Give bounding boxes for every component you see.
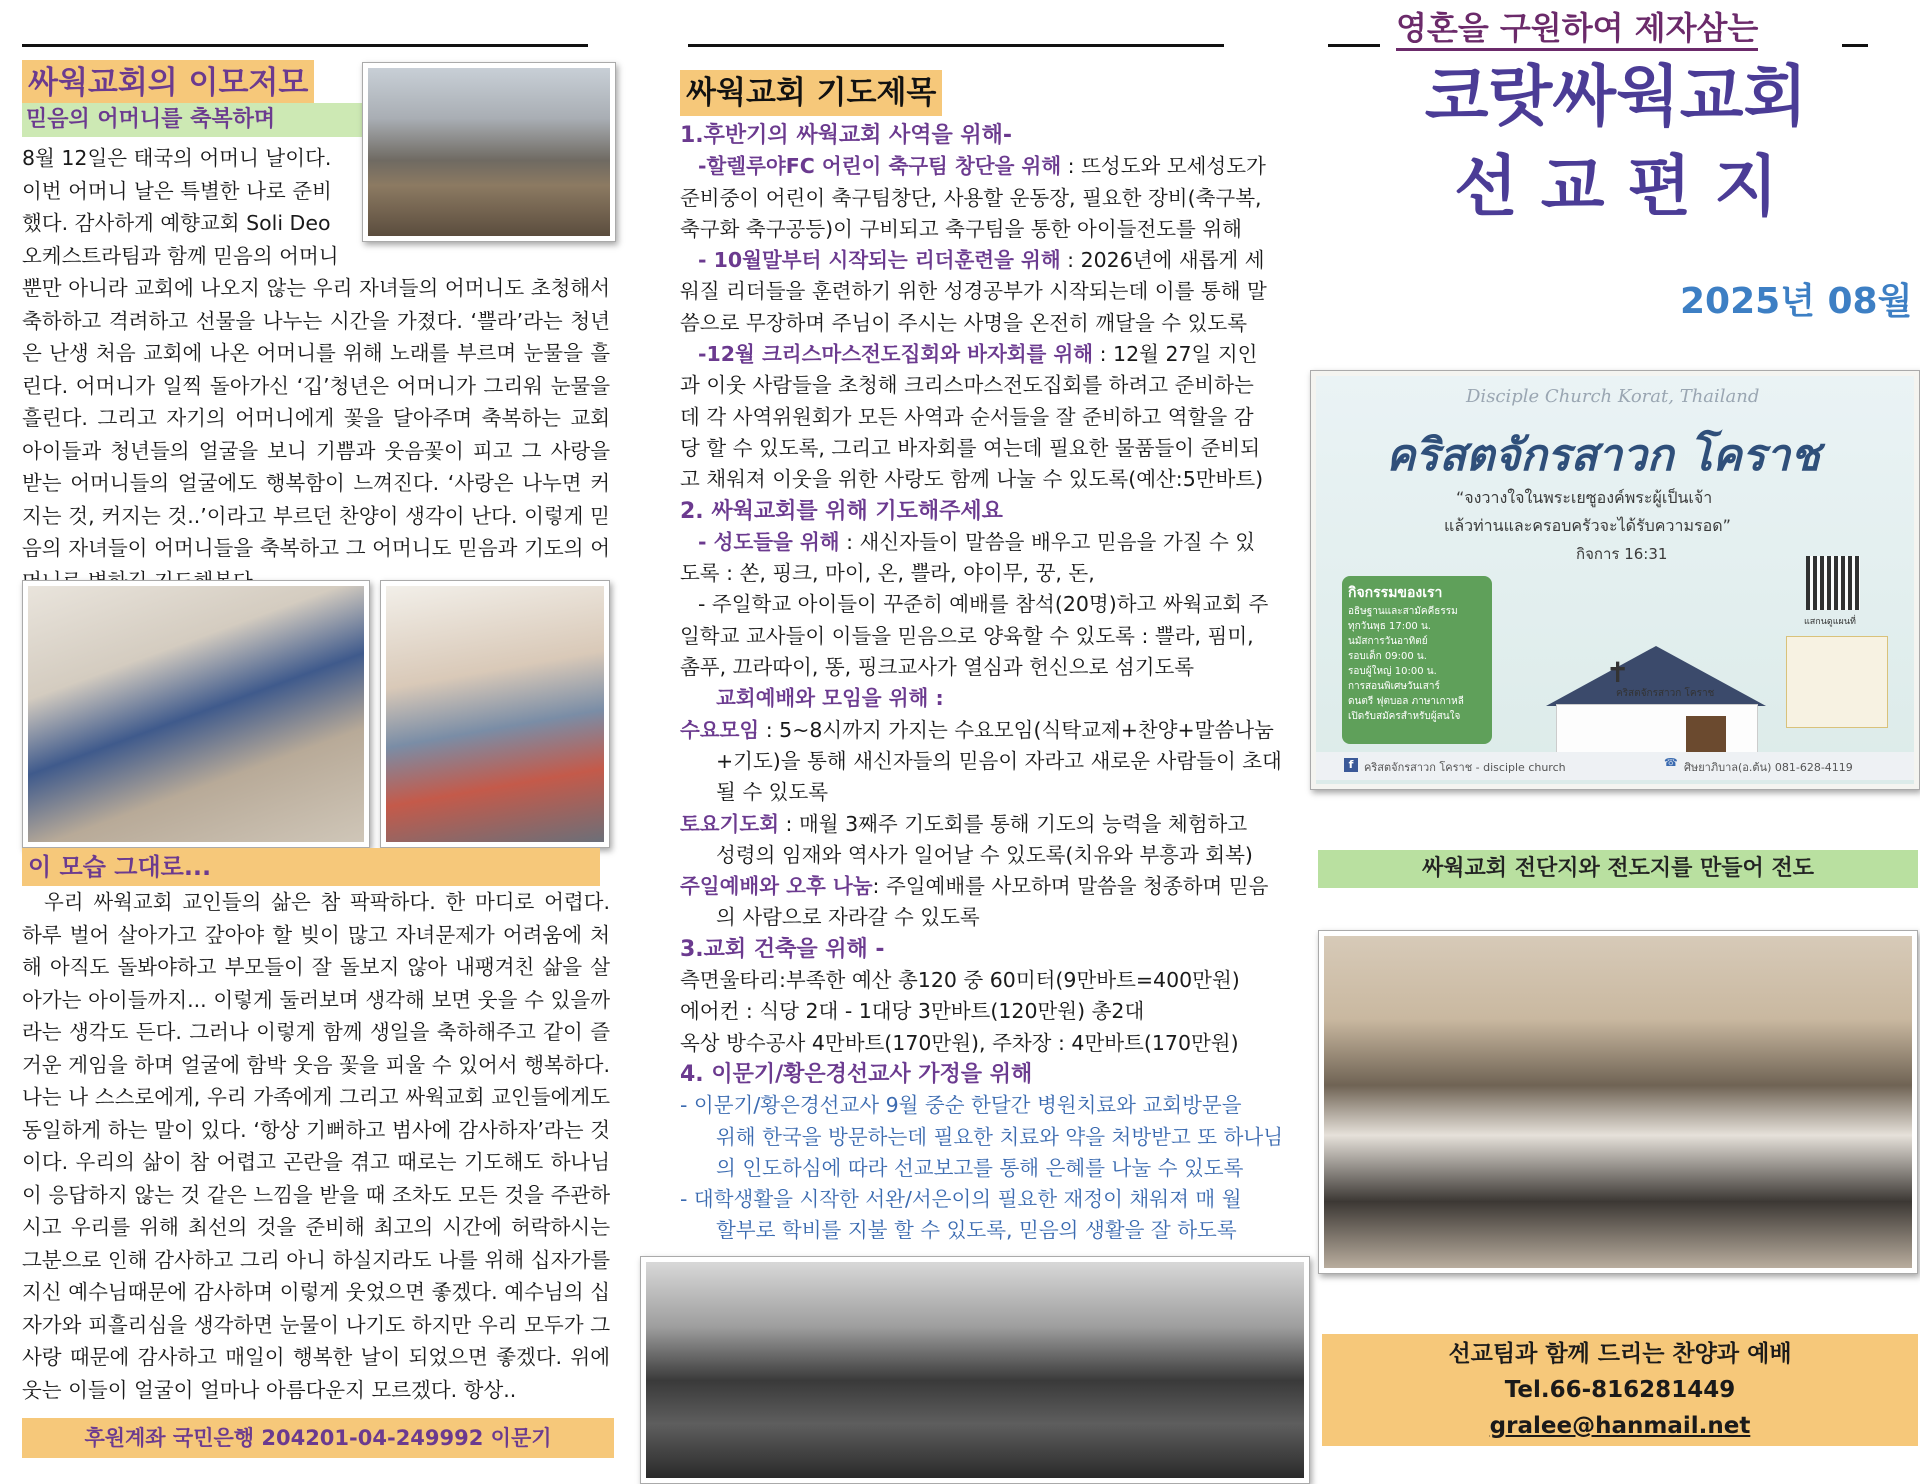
poster-map-icon xyxy=(1786,636,1888,728)
prayer-line xyxy=(680,809,1308,840)
prayer-line xyxy=(680,308,1308,339)
prayer-line-text: : 매월 3째주 기도회를 통해 기도의 능력을 체험하고 xyxy=(779,811,1248,836)
prayer-line xyxy=(680,527,1308,558)
section-title-news: 싸웍교회의 이모저모 xyxy=(22,60,314,106)
prayer-line-heading: -할렐루야FC 어린이 축구팀 창단을 위해 xyxy=(698,154,1062,179)
header-title-line2: 선 교 편 지 xyxy=(1454,148,1778,225)
prayer-line-text: 고 채워져 이웃을 위한 사랑도 함께 나눌 수 있도록(예산:5만바트) xyxy=(680,467,1264,492)
prayer-line-heading: - 성도들을 위해 xyxy=(698,529,840,554)
poster-activity-list xyxy=(1348,604,1486,724)
prayer-line-text: 일학교 교사들이 이들을 믿음으로 양육할 수 있도록 : 쁠라, 핌미, xyxy=(680,623,1254,648)
poster-verse1: “จงวางใจในพระเยซูองค์พระผู้เป็นเจ้า xyxy=(1456,488,1713,507)
poster-script: Disciple Church Korat, Thailand xyxy=(1466,386,1760,407)
prayer-line-text: : 5~8시까지 가지는 수요모임(식탁교제+찬양+말씀나눔 xyxy=(759,717,1274,742)
prayer-line xyxy=(680,871,1308,902)
poster-church-label: คริสตจักรสาวก โคราช xyxy=(1616,688,1715,699)
prayer-line xyxy=(680,840,1308,871)
prayer-line xyxy=(680,1215,1308,1246)
prayer-line xyxy=(680,746,1308,777)
poster-map-label: แสกนดูแผนที่ xyxy=(1804,617,1856,627)
prayer-line-text: - 이문기/황은경선교사 9월 중순 한달간 병원치료와 교회방문을 xyxy=(680,1093,1242,1118)
account-bar xyxy=(22,1418,614,1458)
prayer-line xyxy=(680,214,1308,245)
prayer-line-heading: -12월 크리스마스전도집회와 바자회를 위해 xyxy=(698,342,1094,367)
prayer-line-text: 준비중이 어린이 축구팀창단, 사용할 운동장, 필요한 장비(축구복, xyxy=(680,185,1262,210)
prayer-line-text: 도록 : 쏜, 핑크, 마이, 온, 쁠라, 야이무, 꿍, 돈, xyxy=(680,561,1095,586)
poster-footer xyxy=(1316,752,1914,780)
section-title-as-we-are: 이 모습 그대로... xyxy=(22,848,600,886)
prayer-line-text: 씀으로 무장하며 주님이 주시는 사명을 온전히 깨달을 수 있도록 xyxy=(680,310,1248,335)
caption-flyers-text: 싸웍교회 전단지와 전도지를 만들어 전도 xyxy=(1422,856,1814,881)
header-title: 코랏싸웍교회 xyxy=(1424,58,1808,135)
prayer-line-heading: - 10월말부터 시작되는 리더훈련을 위해 xyxy=(698,248,1061,273)
prayer-line xyxy=(680,1059,1308,1090)
prayer-line xyxy=(680,934,1308,965)
prayer-line xyxy=(680,1028,1308,1059)
photo-mothers-game xyxy=(22,580,370,848)
prayer-line xyxy=(680,183,1308,214)
prayer-line-text: 에어컨 : 식당 2대 - 1대당 3만바트(120만원) 총2대 xyxy=(680,999,1145,1024)
prayer-line-text: 위해 한국을 방문하는데 필요한 치료와 약을 처방받고 또 하나님 xyxy=(716,1124,1284,1149)
sub-heading-mothers: 믿음의 어머니를 축복하며 xyxy=(22,103,366,137)
prayer-line-text: - 대학생활을 시작한 서완/서은이의 필요한 재정이 채워져 매 월 xyxy=(680,1187,1242,1212)
poster-activity-item: เปิดรับสมัครสำหรับผู้สนใจ xyxy=(1348,711,1461,722)
prayer-line-text: 축구화 축구공등)이 구비되고 축구팀을 통한 아이들전도를 위해 xyxy=(680,216,1242,241)
poster-activity-item: การสอนพิเศษวันเสาร์ xyxy=(1348,681,1440,692)
prayer-line xyxy=(680,715,1308,746)
prayer-line xyxy=(680,777,1308,808)
prayer-line-text: 의 사람으로 자라갈 수 있도록 xyxy=(716,905,980,930)
para2-body: 우리 싸웍교회 교인들의 삶은 참 팍팍하다. 한 마디로 어렵다. 하루 벌어 살아가고 갚아야 할 빚이 많고 자녀문제가 어려움에 처해 아직도 돌봐야하고 부모들이 잘 돌보지 않아 내팽겨친 삶을 살아가는 아이들까지... 이렇게 둘러보며 생각해 보면 웃을 수 있을까라는 생각도 든다. 그러나 이렇게 함께 생일을 축하해주고 같이 즐거운 게임을 하며 얼굴에 함박 웃음 꽃을 피울 수 있어서 행복하다. 나는 나 스스로에게, 우리 가족에게 그리고 싸웍교회 교인들에게도 동일하게 하는 말이 있다. ‘항상 기뻐하고 범사에 감사하자’라는 것이다. 우리의 삶이 참 어렵고 곤란을 겪고 때로는 기도해도 하나님이 응답하지 않는 것 같은 느낌을 받을 때 조차도 모든 것을 주관하시고 우리를 위해 최선의 것을 준비해 최고의 시간에 허락하시는 그분으로 인해 감사하고 그리 아니 하실지라도 나를 위해 십자가를 지신 예수님때문에 감사하며 이렇게 웃었으면 좋겠다. 예수님의 십자가와 피흘리심을 생각하면 눈물이 나기도 하지만 우리 모두가 그 사랑 때문에 감사하고 매일이 행복한 날이 되었으면 좋겠다. 위에 웃는 이들이 얼굴이 얼마나 아름다운지 모르겠다. 항상.. xyxy=(22,890,610,1402)
contact-tel: Tel.66-816281449 xyxy=(1504,1377,1736,1403)
poster-activity-item: อธิษฐานและสามัคคีธรรม xyxy=(1348,606,1458,617)
prayer-line-text: : 주일예배를 사모하며 말씀을 청종하며 믿음 xyxy=(872,874,1269,899)
poster-activity-title: กิจกรรมของเรา xyxy=(1348,585,1443,601)
prayer-line-text: : 뜨성도와 모세성도가 xyxy=(1061,154,1266,179)
prayer-line-text: +기도)을 통해 새신자들의 믿음이 자라고 새로운 사람들이 초대 xyxy=(716,748,1282,773)
prayer-line xyxy=(680,1122,1308,1153)
prayer-line xyxy=(680,621,1308,652)
prayer-line-text: 1.후반기의 싸웍교회 사역을 위해- xyxy=(680,123,1013,148)
prayer-line xyxy=(680,965,1308,996)
prayer-line-text: 과 이웃 사람들을 초청해 크리스마스전도집회를 하려고 준비하는 xyxy=(680,373,1254,398)
poster-activities-box xyxy=(1342,576,1492,744)
para1-narrow xyxy=(22,142,357,272)
prayer-line xyxy=(680,558,1308,589)
prayer-line-text: 성령의 임재와 역사가 일어날 수 있도록(치유와 부흥과 회복) xyxy=(716,842,1253,867)
caption-flyers xyxy=(1318,850,1918,888)
prayer-line xyxy=(680,496,1308,527)
para1-line: 8월 12일은 태국의 어머니 날이다. xyxy=(22,146,332,170)
phone-icon: ☎ xyxy=(1664,756,1678,769)
prayer-line-text: 4. 이문기/황은경선교사 가정을 위해 xyxy=(680,1061,1033,1087)
newsletter-date: 2025년 08월 xyxy=(1680,281,1913,322)
contact-box xyxy=(1322,1334,1918,1446)
prayer-line xyxy=(680,464,1308,495)
prayer-line-text: 데 각 사역위원회가 모든 사역과 순서들을 잘 준비하고 역할을 감 xyxy=(680,404,1254,429)
prayer-line-text: 측면울타리:부족한 예산 총120 중 60미터(9만바트=400만원) xyxy=(680,968,1240,993)
prayer-line-text: 3.교회 건축을 위해 - xyxy=(680,936,885,962)
prayer-line-text: 할부로 학비를 지불 할 수 있도록, 믿음의 생활을 잘 하도록 xyxy=(716,1218,1237,1243)
prayer-line xyxy=(680,433,1308,464)
top-rule-col3-left xyxy=(1328,44,1380,47)
prayer-list xyxy=(680,120,1308,1247)
photo-mothers-day-congregation xyxy=(362,62,616,242)
poster-church-building xyxy=(1546,586,1766,736)
poster-activity-item: ทุกวันพุธ 17:00 น. xyxy=(1348,621,1431,632)
contact-line1: 선교팀과 함께 드리는 찬양과 예배 xyxy=(1448,1341,1792,1367)
prayer-line-text: - 주일학교 아이들이 꾸준히 예배를 참석(20명)하고 싸웍교회 주 xyxy=(698,592,1269,617)
poster-activity-item: นมัสการวันอาทิตย์ xyxy=(1348,636,1428,647)
prayer-line xyxy=(680,1184,1308,1215)
poster-thai-title: คริสตจักรสาวก โคราช xyxy=(1386,430,1821,481)
prayer-line-text: : 새신자들이 말씀을 배우고 믿음을 가질 수 있 xyxy=(839,529,1256,554)
prayer-line xyxy=(680,151,1308,182)
para1-line: 했다. 감사하게 예향교회 Soli Deo xyxy=(22,211,331,235)
prayer-line xyxy=(680,339,1308,370)
prayer-line xyxy=(680,902,1308,933)
prayer-line xyxy=(680,1090,1308,1121)
prayer-line xyxy=(680,996,1308,1027)
account-text: 후원계좌 국민은행 204201-04-249992 이문기 xyxy=(84,1426,552,1450)
prayer-line xyxy=(680,276,1308,307)
photo-worship-gathering xyxy=(640,1256,1310,1484)
prayer-line-text: 2. 싸웍교회를 위해 기도해주세요 xyxy=(680,498,1003,524)
poster-cross-icon: ✝ xyxy=(1606,656,1630,689)
top-rule-col3-right xyxy=(1842,44,1868,47)
prayer-line xyxy=(680,683,1308,714)
poster-verse-ref: กิจการ 16:31 xyxy=(1576,545,1668,563)
prayer-line-text: 옥상 방수공사 4만바트(170만원), 주차장 : 4만바트(170만원) xyxy=(680,1030,1239,1055)
prayer-line-text: 촘푸, 끄라따이, 똥, 핑크교사가 열심과 헌신으로 섬기도록 xyxy=(680,655,1195,680)
church-poster xyxy=(1310,370,1920,790)
prayer-line xyxy=(680,120,1308,151)
prayer-line-heading: 토요기도회 xyxy=(680,811,780,836)
top-rule-col2 xyxy=(688,44,1224,47)
prayer-line-heading: 주일예배와 오후 나눔 xyxy=(680,874,873,899)
prayer-line xyxy=(680,589,1308,620)
prayer-line-text: 될 수 있도록 xyxy=(716,780,829,805)
prayer-line-text: 당 할 수 있도록, 그리고 바자회를 여는데 필요한 물품들이 준비되 xyxy=(680,435,1261,460)
prayer-line-text: 워질 리더들을 훈련하기 위한 성경공부가 시작되는데 이를 통해 말 xyxy=(680,279,1267,304)
para1-line: 오케스트라팀과 함께 믿음의 어머니 xyxy=(22,243,339,268)
prayer-line xyxy=(680,370,1308,401)
poster-qr-icon xyxy=(1806,556,1860,610)
top-rule-col1 xyxy=(22,44,588,47)
prayer-line xyxy=(680,1153,1308,1184)
poster-activity-item: รอบผู้ใหญ่ 10:00 น. xyxy=(1348,666,1437,677)
prayer-line-text: 의 인도하심에 따라 선교보고를 통해 은혜를 나눌 수 있도록 xyxy=(716,1155,1244,1180)
contact-email[interactable]: gralee@hanmail.net xyxy=(1489,1413,1751,1439)
poster-phone-text: ศิษยาภิบาล(อ.ต้น) 081-628-4119 xyxy=(1684,761,1853,774)
prayer-line-heading: 수요모임 xyxy=(680,717,760,742)
section-title-prayer: 싸웍교회 기도제목 xyxy=(680,70,942,116)
prayer-line xyxy=(680,652,1308,683)
prayer-line-heading: 교회예배와 모임을 위해 : xyxy=(716,686,944,711)
prayer-line xyxy=(680,402,1308,433)
poster-activity-item: รอบเด็ก 09:00 น. xyxy=(1348,651,1427,662)
para1-body: 뿐만 아니라 교회에 나오지 않는 우리 자녀들의 어머니도 초청해서 축하하고 격려하고 선물을 나누는 시간을 가졌다. ‘쁠라’라는 청년은 난생 처음 교회에 나온 어머니를 위해 노래를 부르며 눈물을 흘린다. 어머니가 일찍 돌아가신 ‘깁’청년은 어머니가 그리워 눈물을 흘린다. 그리고 자기의 어머니에게 꽃을 달아주며 축복하는 교회 아이들과 청년들의 얼굴을 보니 기쁨과 웃음꽃이 피고 그 사랑을 받는 어머니들의 얼굴에도 행복함이 느껴진다. ‘사랑은 나누면 커지는 것, 커지는 것..’이라고 부르던 찬양이 생각이 난다. 이렇게 믿음의 자녀들이 어머니들을 축복하고 그 어머니도 믿음과 기도의 어 xyxy=(22,276,610,560)
header-subtitle: 영혼을 구원하여 제자삼는 xyxy=(1396,8,1758,51)
photo-mother-gift xyxy=(380,580,610,848)
poster-verse2: แล้วท่านและครอบครัวจะได้รับความรอด” xyxy=(1444,516,1731,535)
photo-group xyxy=(1318,930,1918,1274)
facebook-icon: f xyxy=(1344,758,1358,772)
prayer-line-text: : 12월 27일 지인 xyxy=(1093,342,1258,367)
poster-activity-item: ดนตรี ฟุตบอล ภาษาเกาหลี xyxy=(1348,696,1464,707)
para1-line: 이번 어머니 날은 특별한 나로 준비 xyxy=(22,178,332,203)
prayer-line xyxy=(680,245,1308,276)
prayer-line-text: : 2026년에 새롭게 세 xyxy=(1060,248,1265,273)
poster-facebook-text: คริสตจักรสาวก โคราช - disciple church xyxy=(1364,761,1566,774)
